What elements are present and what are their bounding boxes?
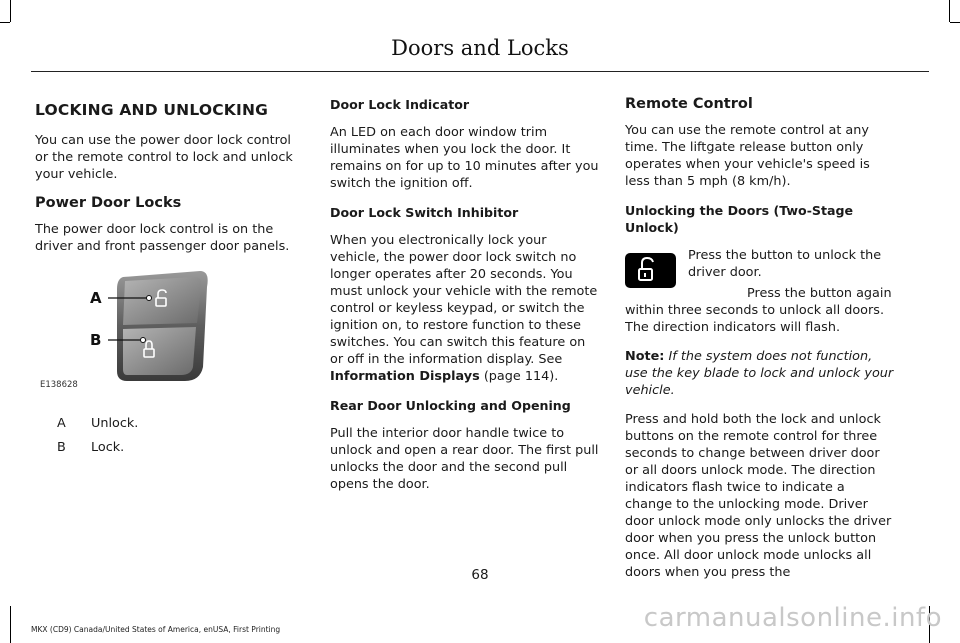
callout-dot-a	[147, 296, 152, 301]
column-right	[625, 96, 895, 593]
power-locks-heading: Power Door Locks	[35, 195, 182, 211]
remote-control-heading: Remote Control	[625, 96, 753, 112]
information-displays-link[interactable]: Information Displays	[330, 369, 480, 384]
note-paragraph	[625, 348, 895, 399]
inhibitor-page-ref: (page 114).	[479, 369, 559, 384]
column-middle	[330, 96, 600, 505]
callout-dot-b	[141, 338, 146, 343]
door-lock-indicator-paragraph: An LED on each door window trim illuminates when you lock the door. It remains on for up to 10 minutes after you switch the ignition off.	[330, 125, 599, 191]
legend-key: B	[57, 440, 66, 455]
crop-mark	[949, 0, 950, 22]
legend-key: A	[57, 416, 66, 431]
rear-door-paragraph: Pull the interior door handle twice to unlock and open a rear door. The first pull unlocks the door and the second pull opens the door.	[330, 426, 599, 492]
unlock-mode-paragraph: Press and hold both the lock and unlock buttons on the remote control for three seconds to change between driver door or all doors unlock mode. The direction indicators flash twice to indicate a change to the unlocking mode. Driver door unlock mode only unlocks the driver door when you press the unlock button once. All door unlock mode unlocks all doors when you press the	[625, 412, 892, 580]
door-lock-indicator-heading: Door Lock Indicator	[330, 97, 470, 112]
figure-code: E138628	[40, 380, 78, 390]
legend-row	[35, 439, 303, 456]
inhibitor-paragraph	[330, 232, 600, 385]
crop-mark	[0, 22, 10, 23]
lock-switch	[123, 327, 196, 375]
section-title: LOCKING AND UNLOCKING	[35, 101, 269, 119]
page-title: Doors and Locks	[391, 36, 569, 60]
note-text: If the system does not function, use the key blade to lock and unlock your vehicle.	[625, 349, 894, 398]
unlock-icon	[625, 253, 676, 288]
header-divider	[31, 71, 929, 72]
figure-label-a: A	[90, 289, 102, 307]
column-left	[35, 96, 303, 463]
unlock-instructions	[625, 247, 895, 348]
inhibitor-heading: Door Lock Switch Inhibitor	[330, 205, 519, 220]
legend-text: Lock.	[91, 440, 125, 455]
page-number: 68	[471, 567, 489, 583]
crop-mark	[10, 606, 11, 643]
power-locks-paragraph: The power door lock control is on the driver and front passenger door panels.	[35, 222, 290, 254]
crop-mark	[10, 0, 11, 22]
unlock-switch	[123, 277, 201, 325]
footer-text: MKX (CD9) Canada/United States of America, enUSA, First Printing	[31, 625, 281, 634]
legend-row	[35, 415, 303, 432]
door-lock-switch-figure	[35, 267, 303, 397]
unlock-step-1: Press the button to unlock the driver door.	[688, 248, 882, 280]
crop-mark	[950, 22, 960, 23]
remote-control-paragraph: You can use the remote control at any time. The liftgate release button only operates when your vehicle's speed is less than 5 mph (8 km/h).	[625, 123, 870, 189]
watermark: carmanualsonline.info	[643, 603, 942, 633]
note-label: Note:	[625, 349, 665, 364]
figure-label-b: B	[90, 331, 102, 349]
intro-paragraph: You can use the power door lock control or the remote control to lock and unlock your vehicle.	[35, 133, 293, 182]
unlock-step-2: Press the button again within three seconds to unlock all doors. The direction indicators will flash.	[625, 286, 892, 335]
inhibitor-text: When you electronically lock your vehicle, the power door lock switch no longer operates after 20 seconds. You must unlock your vehicle with the remote control or keyless keypad, or switch the ignition on, to restore function to these switches. You can switch this feature on or off in the information display. See	[330, 233, 598, 367]
two-stage-unlock-heading: Unlocking the Doors (Two-Stage Unlock)	[625, 203, 854, 235]
legend-text: Unlock.	[91, 416, 139, 431]
rear-door-heading: Rear Door Unlocking and Opening	[330, 398, 571, 413]
